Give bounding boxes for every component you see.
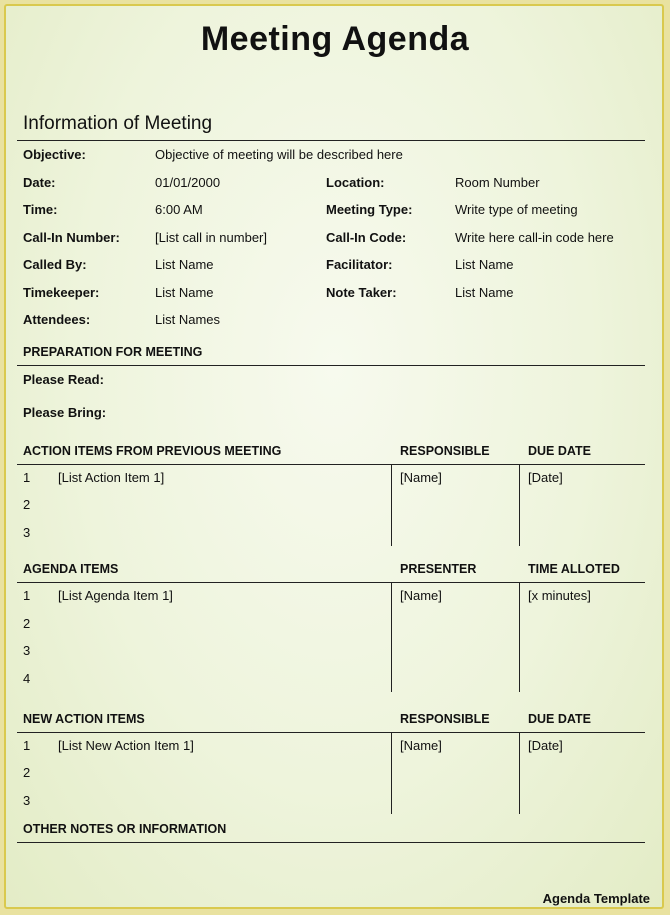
agenda-presenter-header: PRESENTER [400,562,477,576]
new-actions-due-date-header: DUE DATE [528,712,591,726]
callin-number-value: [List call in number] [155,230,267,245]
agenda-time-alloted-header: TIME ALLOTED [528,562,620,576]
row-number: 1 [23,738,31,753]
agenda-item: [List Agenda Item 1] [58,588,173,603]
date-value: 01/01/2000 [155,175,221,190]
column-divider [519,464,520,546]
timekeeper-label: Timekeeper: [23,285,100,300]
note-taker-label: Note Taker: [326,285,397,300]
facilitator-value: List Name [455,257,514,272]
divider [17,464,645,465]
row-number: 3 [23,793,31,808]
previous-actions-heading: ACTION ITEMS FROM PREVIOUS MEETING [23,444,282,458]
column-divider [519,582,520,692]
attendees-value: List Names [155,312,221,327]
divider [17,140,645,141]
footer-label: Agenda Template [542,891,650,906]
new-actions-heading: NEW ACTION ITEMS [23,712,145,726]
objective-label: Objective: [23,147,86,162]
meeting-type-label: Meeting Type: [326,202,413,217]
divider [17,365,645,366]
column-divider [391,464,392,546]
please-read-label: Please Read: [23,372,104,387]
callin-code-value: Write here call-in code here [455,230,614,245]
responsible-name: [Name] [400,738,442,753]
presenter-name: [Name] [400,588,442,603]
previous-actions-due-date-header: DUE DATE [528,444,591,458]
row-number: 2 [23,497,31,512]
time-label: Time: [23,202,58,217]
meeting-type-value: Write type of meeting [455,202,578,217]
callin-number-label: Call-In Number: [23,230,120,245]
divider [17,732,645,733]
please-bring-label: Please Bring: [23,405,107,420]
new-action-item: [List New Action Item 1] [58,738,194,753]
attendees-label: Attendees: [23,312,91,327]
row-number: 2 [23,616,31,631]
due-date: [Date] [528,470,563,485]
other-notes-heading: OTHER NOTES OR INFORMATION [23,822,227,836]
called-by-label: Called By: [23,257,87,272]
column-divider [391,732,392,814]
previous-actions-responsible-header: RESPONSIBLE [400,444,490,458]
note-taker-value: List Name [455,285,514,300]
action-item: [List Action Item 1] [58,470,165,485]
column-divider [519,732,520,814]
page-title: Meeting Agenda [200,20,470,58]
responsible-name: [Name] [400,470,442,485]
row-number: 2 [23,765,31,780]
column-divider [391,582,392,692]
info-heading: Information of Meeting [23,113,213,134]
divider [17,842,645,843]
row-number: 4 [23,671,31,686]
row-number: 3 [23,525,31,540]
timekeeper-value: List Name [155,285,214,300]
callin-code-label: Call-In Code: [326,230,407,245]
divider [17,582,645,583]
due-date: [Date] [528,738,563,753]
facilitator-label: Facilitator: [326,257,393,272]
row-number: 3 [23,643,31,658]
agenda-items-heading: AGENDA ITEMS [23,562,119,576]
preparation-heading: PREPARATION FOR MEETING [23,345,203,359]
time-value: 6:00 AM [155,202,203,217]
location-label: Location: [326,175,385,190]
date-label: Date: [23,175,56,190]
location-value: Room Number [455,175,540,190]
new-actions-responsible-header: RESPONSIBLE [400,712,490,726]
row-number: 1 [23,588,31,603]
row-number: 1 [23,470,31,485]
called-by-value: List Name [155,257,214,272]
time-alloted: [x minutes] [528,588,591,603]
objective-value: Objective of meeting will be described here [155,147,403,162]
